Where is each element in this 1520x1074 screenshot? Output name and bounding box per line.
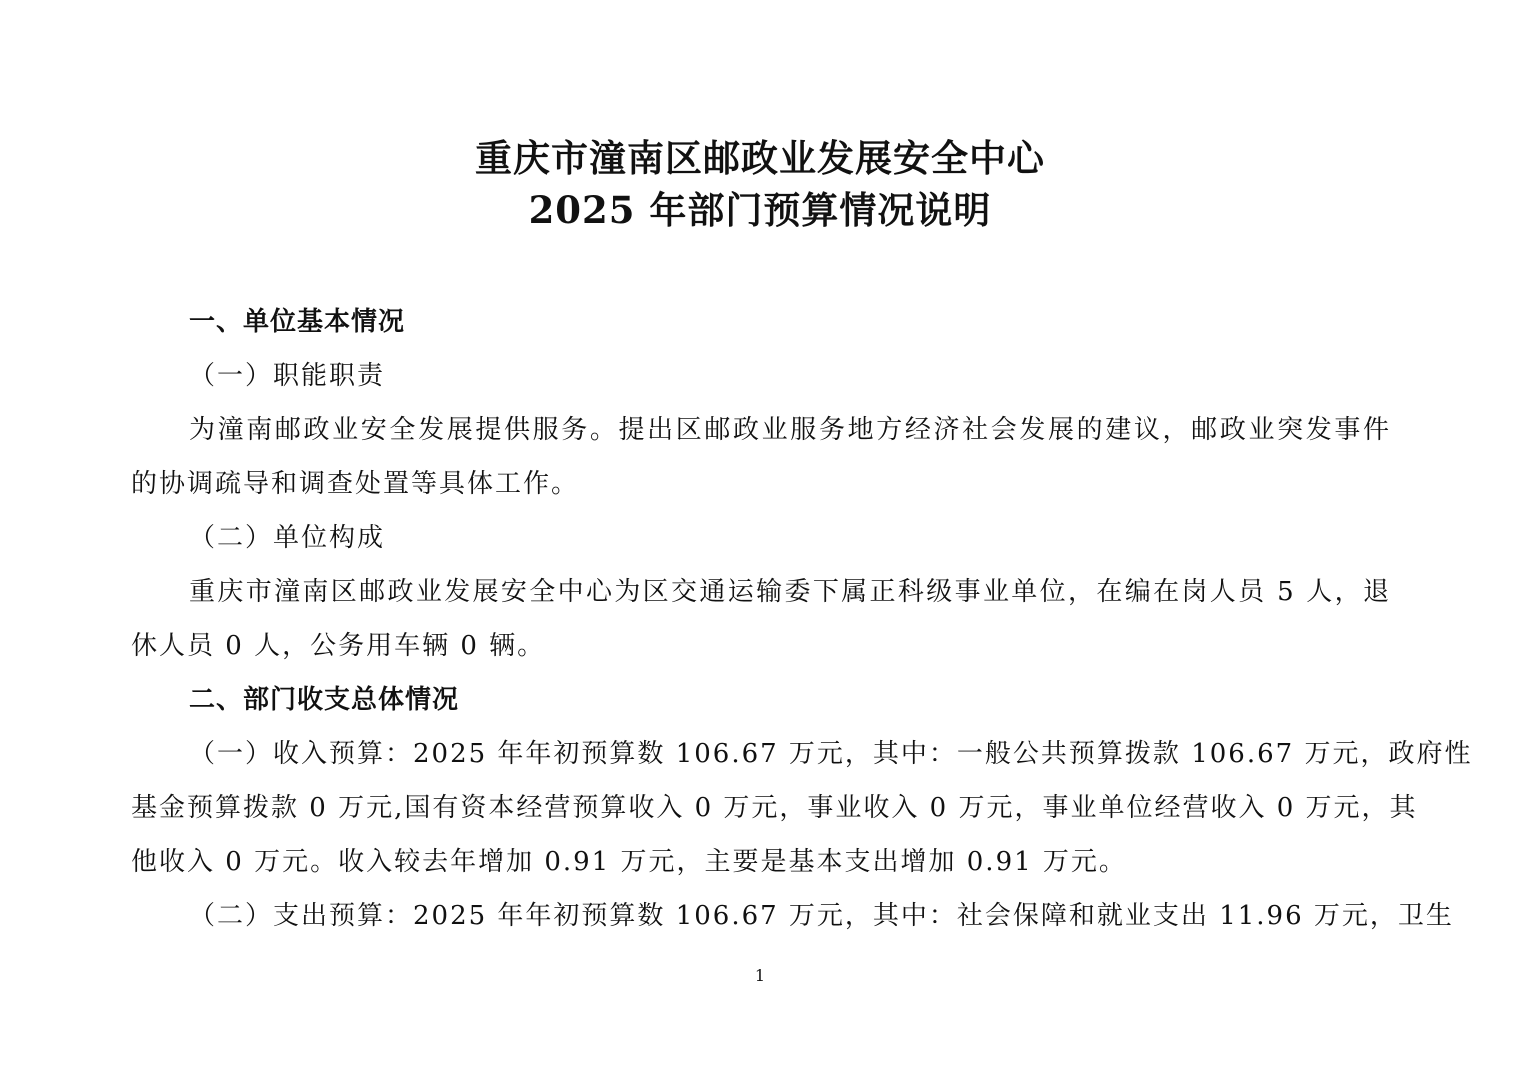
document-title-line-1: 重庆市潼南区邮政业发展安全中心 bbox=[475, 136, 1045, 180]
subsection-heading-functions: （一）职能职责 bbox=[189, 361, 386, 391]
paragraph-line: 重庆市潼南区邮政业发展安全中心为区交通运输委下属正科级事业单位，在编在岗人员 5 人，退 bbox=[189, 577, 1391, 607]
paragraph-line: 基金预算拨款 0 万元,国有资本经营预算收入 0 万元，事业收入 0 万元，事业单位经营收入 0 万元，其 bbox=[131, 793, 1418, 823]
paragraph-line: 他收入 0 万元。收入较去年增加 0.91 万元，主要是基本支出增加 0.91 万元。 bbox=[131, 847, 1127, 877]
paragraph-line: （一）收入预算：2025 年年初预算数 106.67 万元，其中：一般公共预算拨款 106.67 万元，政府性 bbox=[189, 739, 1473, 769]
paragraph-line: 休人员 0 人，公务用车辆 0 辆。 bbox=[131, 631, 546, 661]
paragraph-line: （二）支出预算：2025 年年初预算数 106.67 万元，其中：社会保障和就业支出 11.96 万元，卫生 bbox=[189, 901, 1454, 931]
paragraph-line: 的协调疏导和调查处置等具体工作。 bbox=[131, 469, 580, 499]
subsection-heading-composition: （二）单位构成 bbox=[189, 523, 386, 553]
section-heading-basic-info: 一、单位基本情况 bbox=[189, 307, 406, 337]
page-number: 1 bbox=[754, 966, 766, 985]
paragraph-line: 为潼南邮政业安全发展提供服务。提出区邮政业服务地方经济社会发展的建议，邮政业突发事件 bbox=[189, 415, 1391, 445]
document-title-line-2: 2025 年部门预算情况说明 bbox=[528, 188, 992, 232]
section-heading-budget-overview: 二、部门收支总体情况 bbox=[189, 685, 460, 715]
